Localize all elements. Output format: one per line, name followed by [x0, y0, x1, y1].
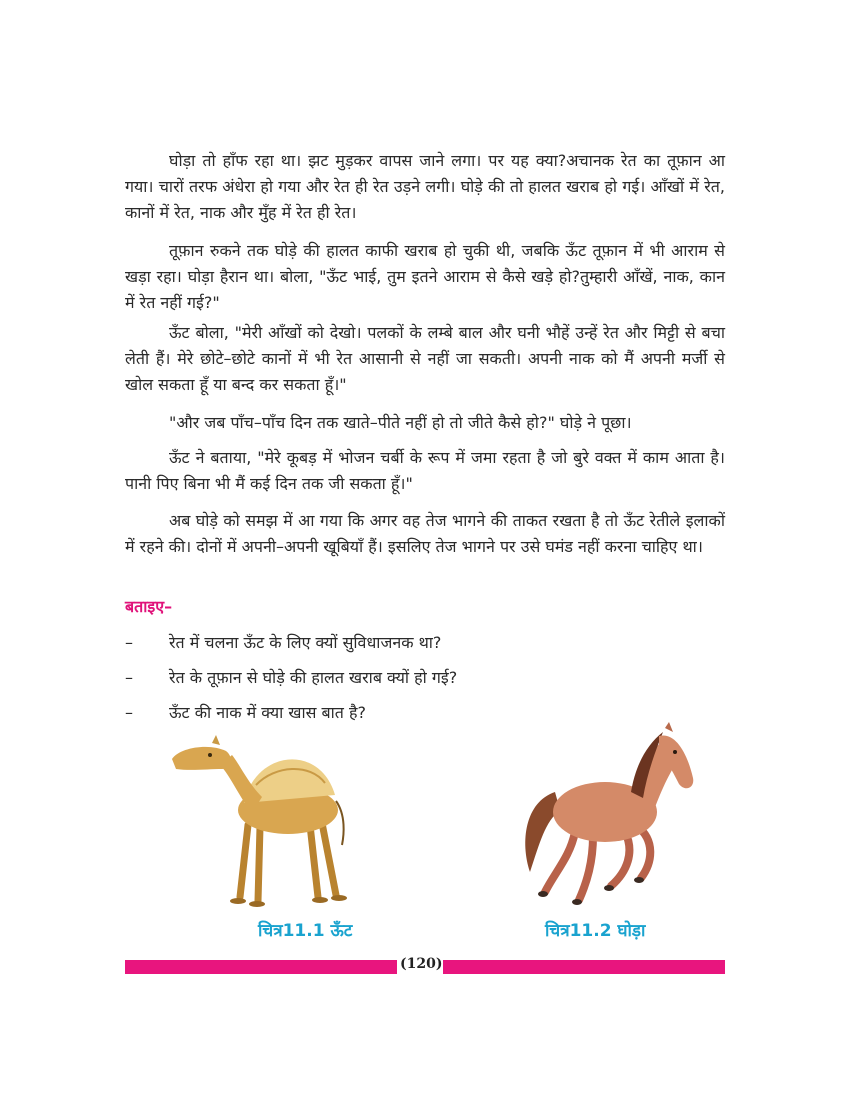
paragraph-2: तूफ़ान रुकने तक घोड़े की हालत काफी खराब हो चुकी थी, जबकि ऊँट तूफ़ान में भी आराम से खड़ा रहा। घोड़ा हैरान था। बोला, "ऊँट भाई, तुम इतने आराम से कैसे खड़े हो?तुम्हारी आँखें, नाक, कान में रेत नहीं गई?" — [125, 241, 725, 312]
question-item — [125, 667, 457, 689]
footer-bar-left — [125, 960, 397, 974]
question-text: रेत में चलना ऊँट के लिए क्यों सुविधाजनक था? — [169, 633, 442, 652]
dash-marker: – — [125, 633, 133, 652]
paragraph-3: ऊँट बोला, "मेरी आँखों को देखो। पलकों के लम्बे बाल और घनी भौहें उन्हें रेत और मिट्टी से बचा लेती हैं। मेरे छोटे–छोटे कानों में भी रेत आसानी से नहीं जा सकती। अपनी नाक को मैं अपनी मर्जी से खोल सकता हूँ या बन्द कर सकता हूँ।" — [125, 323, 725, 394]
camel-caption: चित्र11.1 ऊँट — [258, 921, 353, 941]
paragraph-1: घोड़ा तो हाँफ रहा था। झट मुड़कर वापस जाने लगा। पर यह क्या?अचानक रेत का तूफ़ान आ गया। चारों तरफ अंधेरा हो गया और रेत ही रेत उड़ने लगी। घोड़े की तो हालत खराब हो गई। आँखों में रेत, कानों में रेत, नाक और मुँह में रेत ही रेत। — [125, 151, 725, 222]
question-item — [125, 702, 366, 724]
question-text: ऊँट की नाक में क्या खास बात है? — [169, 703, 366, 722]
paragraph-4: "और जब पाँच–पाँच दिन तक खाते–पीते नहीं हो तो जीते कैसे हो?" घोड़े ने पूछा। — [169, 413, 632, 432]
page-number: (120) — [400, 956, 443, 972]
camel-illustration — [160, 725, 360, 915]
question-text: रेत के तूफ़ान से घोड़े की हालत खराब क्यों हो गई? — [169, 668, 458, 687]
questions-heading: बताइए– — [125, 597, 173, 616]
dash-marker: – — [125, 668, 133, 687]
footer-bar-right — [443, 960, 725, 974]
horse-illustration — [515, 722, 705, 912]
question-item — [125, 632, 441, 654]
paragraph-5: ऊँट ने बताया, "मेरे कूबड़ में भोजन चर्बी के रूप में जमा रहता है जो बुरे वक्त में काम आता है। पानी पिए बिना भी मैं कई दिन तक जी सकता हूँ।" — [125, 448, 725, 493]
dash-marker: – — [125, 703, 133, 722]
horse-caption: चित्र11.2 घोड़ा — [545, 921, 646, 941]
paragraph-6: अब घोड़े को समझ में आ गया कि अगर वह तेज भागने की ताकत रखता है तो ऊँट रेतीले इलाकों में रहने की। दोनों में अपनी–अपनी खूबियाँ हैं। इसलिए तेज भागने पर उसे घमंड नहीं करना चाहिए था। — [125, 511, 725, 556]
